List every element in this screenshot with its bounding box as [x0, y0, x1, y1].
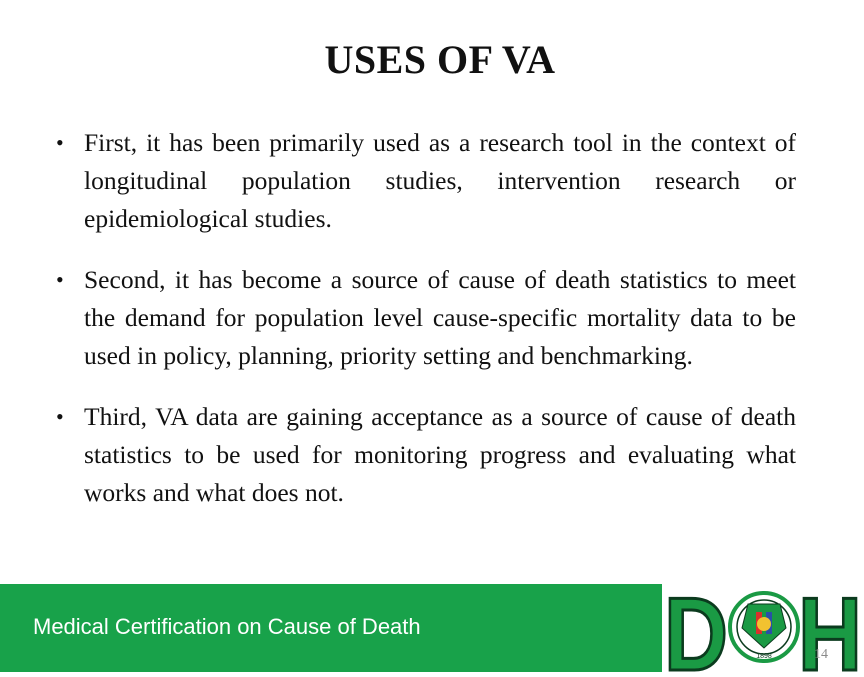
bullet-text: Third, VA data are gaining acceptance as a source of cause of death statistics to be used for monitoring progress and evaluating what works and what does not. [84, 402, 796, 507]
bullet-text: Second, it has become a source of cause of death statistics to meet the demand for population level cause-specific mortality data to be used in policy, planning, priority setting and benchmarking. [84, 265, 796, 370]
page-number: 14 [814, 647, 828, 662]
footer-bar [0, 584, 662, 672]
footer-title: Medical Certification on Cause of Death [33, 614, 421, 639]
bullet-icon: • [56, 267, 64, 292]
bullet-item-third [48, 398, 796, 512]
bullet-item-first [48, 124, 796, 238]
logo-letter-h: H [798, 584, 862, 672]
seal-number: 1898 [756, 653, 772, 660]
doh-seal-icon [730, 593, 798, 661]
doh-logo-graphic [662, 584, 864, 672]
slide-title: USES OF VA [324, 37, 556, 82]
bullet-icon: • [56, 404, 64, 429]
bullet-list [48, 124, 796, 535]
logo-letter-d: D [664, 584, 728, 672]
doh-logo [662, 584, 864, 672]
bullet-icon: • [56, 130, 64, 155]
bullet-item-second [48, 261, 796, 375]
bullet-text: First, it has been primarily used as a research tool in the context of longitudinal population studies, intervention research or epidemiological studies. [84, 128, 796, 233]
